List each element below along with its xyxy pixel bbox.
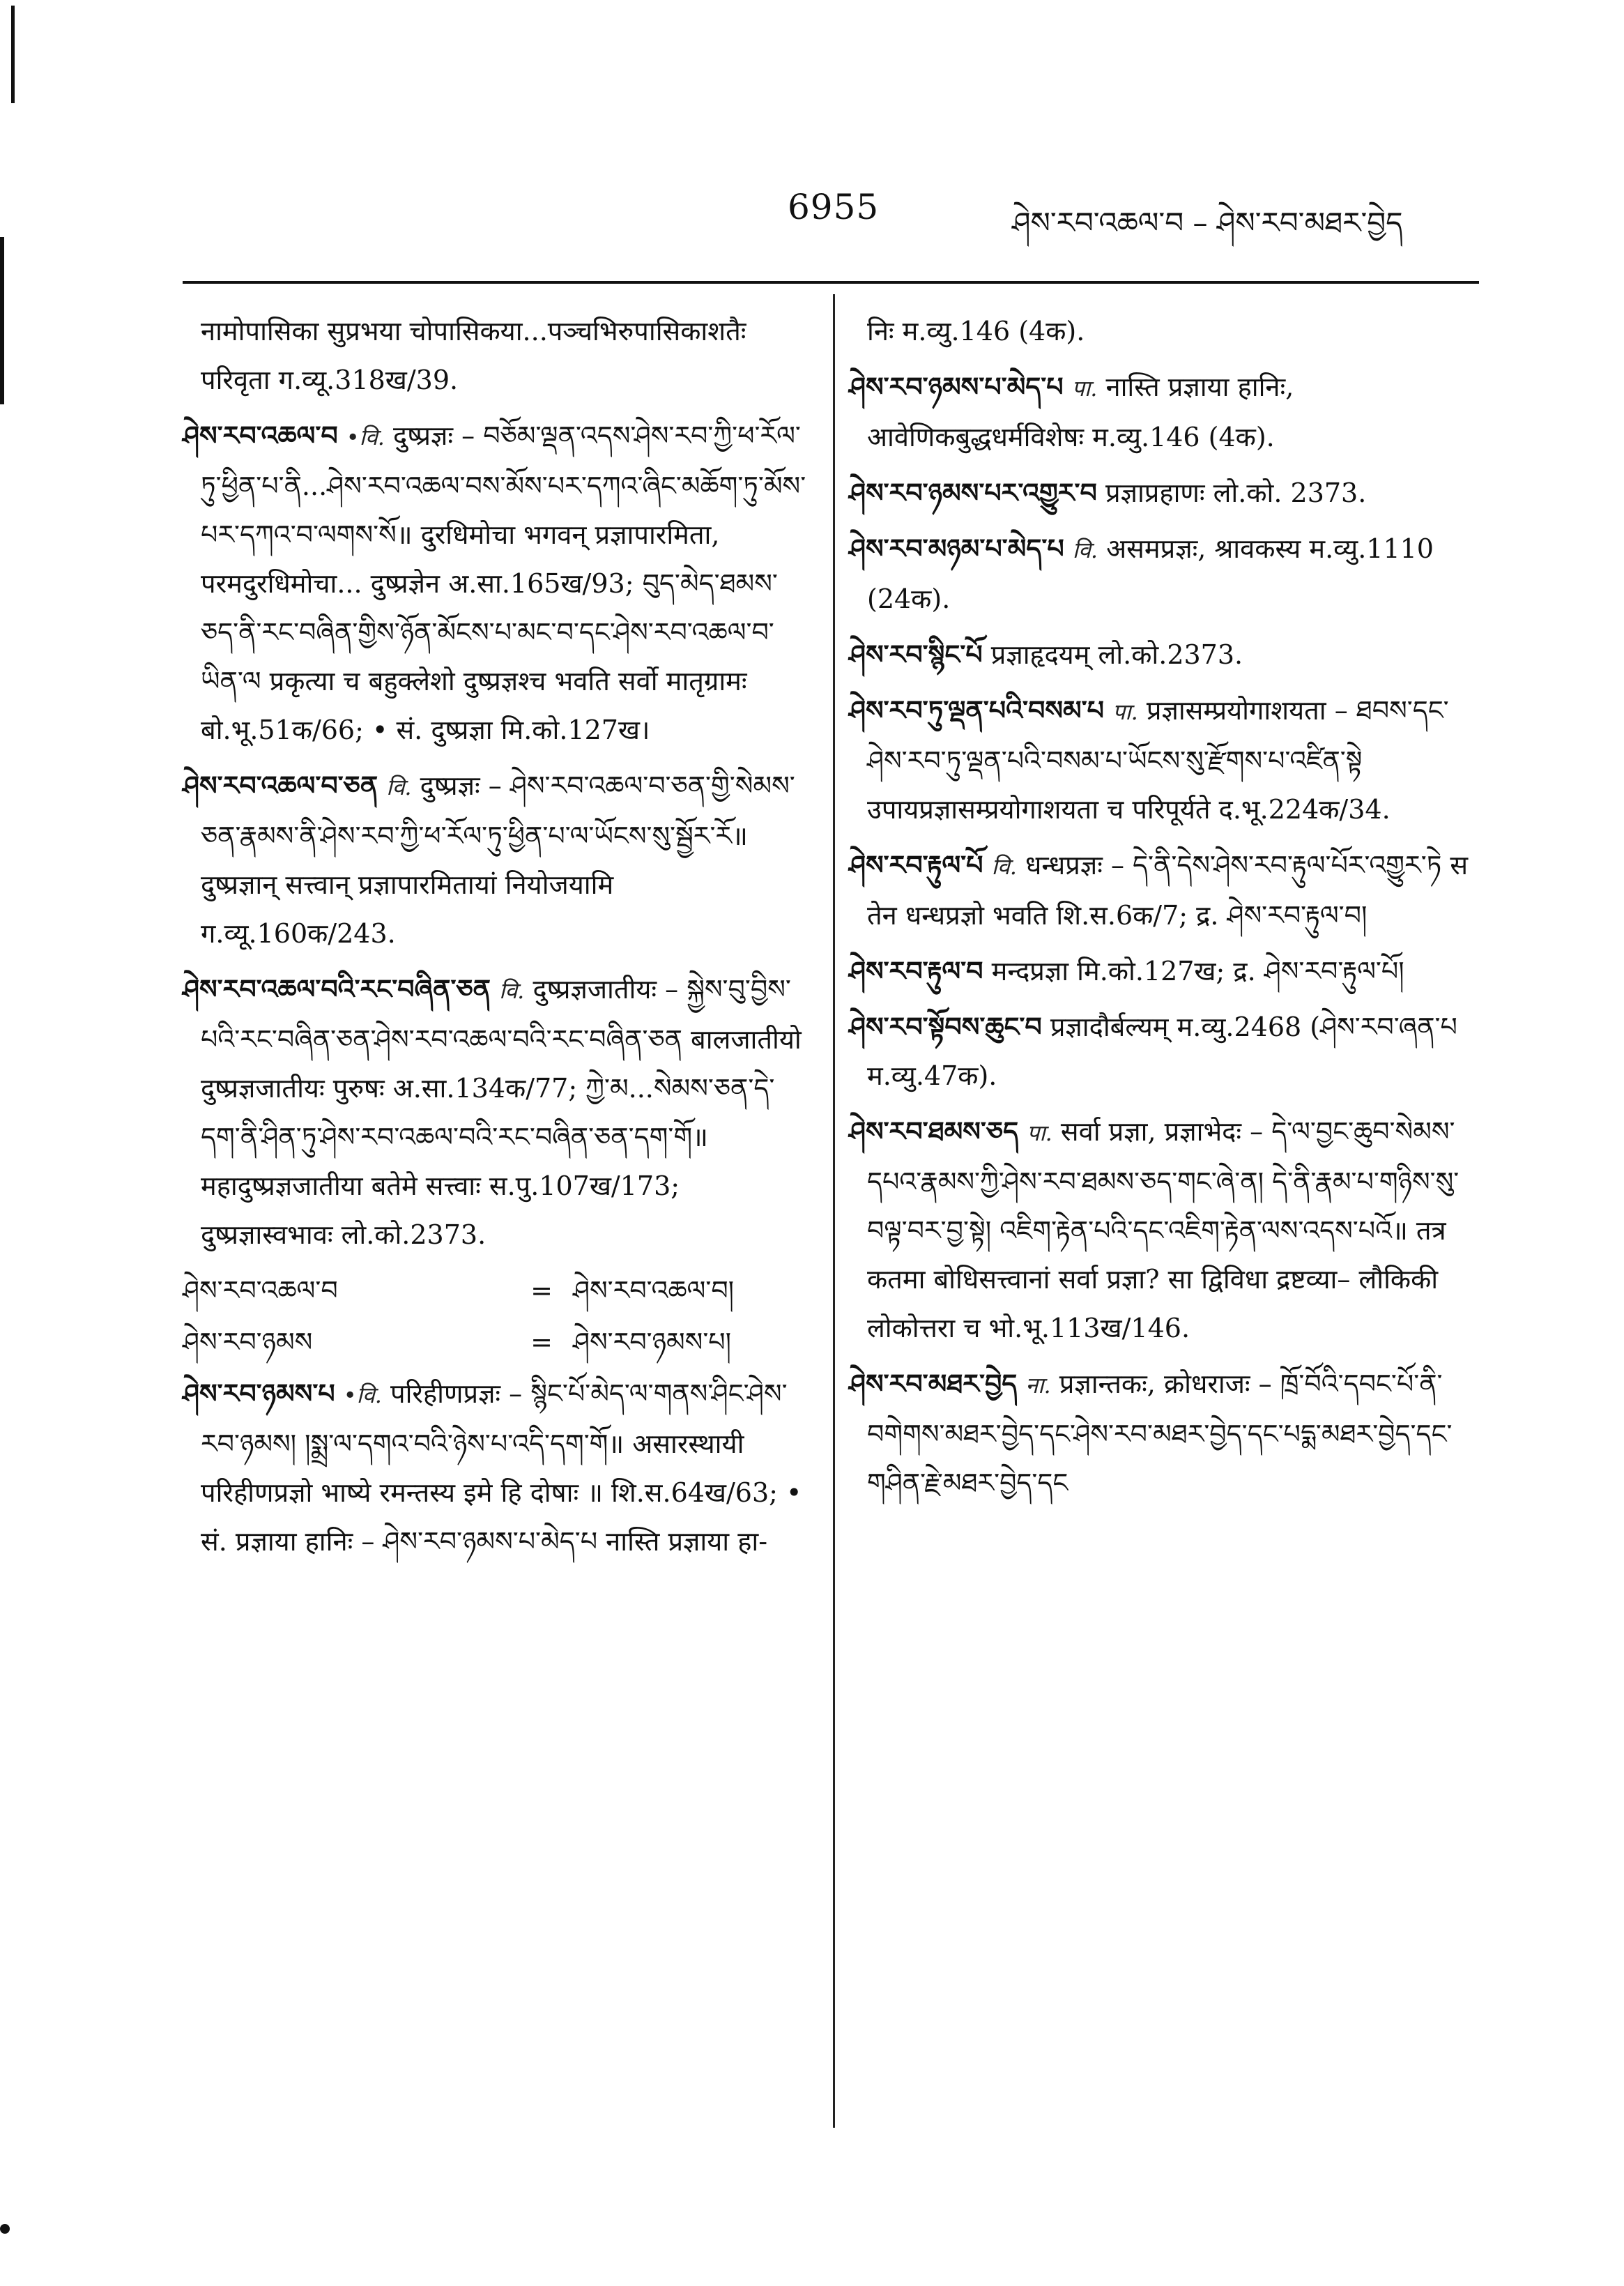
right-column xyxy=(849,307,1476,1514)
dictionary-entry xyxy=(849,1359,1476,1507)
entry-headword: ཤེས་རབ་ཉམས་པ xyxy=(183,1378,335,1409)
entry-text: प्रज्ञाप्रहाणः लो.को. 2373. xyxy=(1105,478,1367,508)
entry-headword: ཤེས་རབ་སྟོབས་ཆུང་བ xyxy=(849,1011,1042,1042)
continued-entry-text xyxy=(849,307,1476,356)
entry-text: प्रज्ञाहृदयम् लो.को.2373. xyxy=(990,639,1243,670)
dictionary-entry xyxy=(183,761,810,958)
grammar-label: वि. xyxy=(386,774,412,800)
grammar-label: •वि. xyxy=(346,424,385,450)
entry-text: प्रज्ञादौर्बल्यम् म.व्यु.2468 (ཤེས་རབ་ཞན་པ म.व्यु.47क). xyxy=(867,1012,1457,1091)
running-head: ཤེས་རབ་འཆལ་བ – ཤེས་རབ་མཐར་བྱེད xyxy=(1012,206,1403,240)
entry-text: प्रज्ञान्तकः, क्रोधराजः – ཁྲོ་བོའི་དབང་པོ་ནི་བགེགས་མཐར་བྱེད་དང་ཤེས་རབ་མཐར་བྱེད་དང་པདྨ་མཐར་བྱེད་དང་གཤིན་རྗེ་མཐར་བྱེད་དང xyxy=(867,1369,1453,1498)
entry-headword: ཤེས་རབ་རྟུལ་པོ xyxy=(849,849,983,881)
grammar-label: वि. xyxy=(499,977,525,1004)
cross-reference-target: ཤེས་རབ་ཉམས་པ། xyxy=(573,1327,732,1357)
dictionary-entry xyxy=(849,468,1476,517)
entry-headword: ཤེས་རབ་ཏུ་ལྡན་པའི་བསམ་པ xyxy=(849,694,1105,726)
entry-headword: ཤེས་རབ་ཐམས་ཅད xyxy=(849,1115,1019,1147)
entry-text: दुष्प्रज्ञः – ཤེས་རབ་འཆལ་བ་ཅན་གྱི་སེམས་ཅན་རྣམས་ནི་ཤེས་རབ་ཀྱི་ཕ་རོལ་ཏུ་ཕྱིན་པ་ལ་ཡོངས་སུ་སྦྱོར་རོ॥ दुष्प्रज्ञान् सत्त्वान् प्रज्ञापारमितायां नियोजयामि ग.व्यू.160क/243. xyxy=(201,770,795,949)
entry-headword: ཤེས་རབ་མཉམ་པ་མེད་པ xyxy=(849,533,1064,564)
equals-sign: = xyxy=(530,1275,553,1306)
page-header xyxy=(0,167,1624,244)
dictionary-entry xyxy=(849,524,1476,623)
cross-reference-headword: ཤེས་རབ་ཉམས xyxy=(183,1327,313,1357)
entry-text: निः म.व्यु.146 (4क). xyxy=(867,316,1085,346)
dictionary-entry xyxy=(183,411,810,754)
grammar-label: ना. xyxy=(1025,1372,1051,1399)
left-column xyxy=(183,307,810,1573)
dictionary-entry xyxy=(183,1369,810,1566)
entry-text: नास्ति प्रज्ञाया हानिः, आवेणिकबुद्धधर्मविशेषः म.व्यु.146 (4क). xyxy=(867,372,1294,452)
entry-text: सर्वा प्रज्ञा, प्रज्ञाभेदः – དེ་ལ་བྱང་ཆུབ་སེམས་དཔའ་རྣམས་ཀྱི་ཤེས་རབ་ཐམས་ཅད་གང་ཞེ་ན། དེ་ནི་རྣམ་པ་གཉིས་སུ་བལྟ་བར་བྱ་སྟེ། འཇིག་རྟེན་པའི་དང་འཇིག་རྟེན་ལས་འདས་པའོ॥ तत्र कतमा बोधिसत्त्वानां सर्वा प्रज्ञा? सा द्विविधा द्रष्टव्या– लौकिकी लोकोत्तरा च भो.भू.113ख/146. xyxy=(867,1116,1460,1343)
dictionary-entry xyxy=(849,363,1476,462)
entry-text: दुष्प्रज्ञः – བཅོམ་ལྡན་འདས་ཤེས་རབ་ཀྱི་ཕ་རོལ་ཏུ་ཕྱིན་པ་ནི...ཤེས་རབ་འཆལ་བས་མོས་པར་དཀའ་ཞིང་མཆོག་ཏུ་མོས་པར་དཀའ་བ་ལགས་སོ॥ दुरधिमोचा भगवन् प्रज्ञापारमिता, परमदुरधिमोचा... दुष्प्रज्ञेन अ.सा.165ख/93; བུད་མེད་ཐམས་ཅད་ནི་རང་བཞིན་གྱིས་ཉོན་མོངས་པ་མང་བ་དང་ཤེས་རབ་འཆལ་བ་ཡིན་ལ प्रकृत्या च बहुक्लेशो दुष्प्रज्ञश्च भवति सर्वो मातृग्रामः बो.भू.51क/66; • सं. दुष्प्रज्ञा मि.को.127ख। xyxy=(201,420,806,745)
dictionary-entry xyxy=(849,947,1476,996)
scan-mark-bottom xyxy=(0,2224,10,2234)
grammar-label: वि. xyxy=(991,853,1017,880)
grammar-label: वि. xyxy=(1072,537,1098,563)
entry-text: धन्धप्रज्ञः – དེ་ནི་དེས་ཤེས་རབ་རྟུལ་པོར་འགྱུར་ཏེ स तेन धन्धप्रज्ञो भवति शि.स.6क/7; द्र. ཤེས་རབ་རྟུལ་བ། xyxy=(867,850,1469,931)
entry-text: दुष्प्रज्ञजातीयः – སྐྱེས་བུ་བྱིས་པའི་རང་བཞིན་ཅན་ཤེས་རབ་འཆལ་བའི་རང་བཞིན་ཅན बालजातीयो दुष्प्रज्ञजातीयः पुरुषः अ.सा.134क/77; ཀྱེ་མ...སེམས་ཅན་དེ་དག་ནི་ཤིན་ཏུ་ཤེས་རབ་འཆལ་བའི་རང་བཞིན་ཅན་དག་གོ॥ महादुष्प्रज्ञजातीया बतेमे सत्त्वाः स.पु.107ख/173; दुष्प्रज्ञास्वभावः लो.को.2373. xyxy=(201,974,802,1250)
dictionary-entry xyxy=(183,965,810,1259)
cross-reference-target: ཤེས་རབ་འཆལ་བ། xyxy=(573,1275,735,1306)
entry-text: परिहीणप्रज्ञः – སྙིང་པོ་མེད་ལ་གནས་ཤིང་ཤེས་རབ་ཉམས། །སྨྲ་ལ་དགའ་བའི་ཉེས་པ་འདི་དག་གོ॥ असारस्थायी परिहीणप्रज्ञो भाष्ये रमन्तस्य इमे हि दोषाः ॥ शि.स.64ख/63; • सं. प्रज्ञाया हानिः – ཤེས་རབ་ཉམས་པ་མེད་པ नास्ति प्रज्ञाया हा- xyxy=(201,1378,802,1557)
scan-mark-top xyxy=(11,6,15,103)
dictionary-entry xyxy=(849,1003,1476,1100)
entry-text: नामोपासिका सुप्रभया चोपासिकया...पञ्चभिरुपासिकाशतैः परिवृता ग.व्यू.318ख/39. xyxy=(201,316,746,395)
entry-headword: ཤེས་རབ་མཐར་བྱེད xyxy=(849,1368,1018,1399)
scan-mark-left xyxy=(0,237,4,404)
entry-headword: ཤེས་རབ་ཉམས་པར་འགྱུར་བ xyxy=(849,477,1097,508)
column-divider xyxy=(833,294,835,2128)
entry-text: मन्दप्रज्ञा मि.को.127ख; द्र. ཤེས་རབ་རྟུལ་པོ། xyxy=(991,956,1404,986)
header-rule xyxy=(183,281,1479,284)
grammar-label: पा. xyxy=(1071,375,1098,402)
page-number: 6955 xyxy=(788,187,880,227)
cross-reference-row xyxy=(183,1266,810,1315)
equals-sign: = xyxy=(530,1327,553,1357)
grammar-label: पा. xyxy=(1027,1120,1052,1146)
continued-entry-text xyxy=(183,307,810,404)
dictionary-entry xyxy=(849,841,1476,940)
entry-headword: ཤེས་རབ་རྟུལ་བ xyxy=(849,955,983,986)
dictionary-entry xyxy=(849,630,1476,679)
entry-text: असमप्रज्ञः, श्रावकस्य म.व्यु.1110 (24क). xyxy=(867,533,1434,614)
entry-text: प्रज्ञासम्प्रयोगाशयता – ཐབས་དང་ཤེས་རབ་ཏུ་ལྡན་པའི་བསམ་པ་ཡོངས་སུ་རྫོགས་པ་འཛིན་སྟེ उपायप्रज्ञासम्प्रयोगाशयता च परिपूर्यते द.भू.224क/34. xyxy=(867,695,1449,825)
entry-headword: ཤེས་རབ་འཆལ་བ xyxy=(183,420,338,451)
entry-headword: ཤེས་རབ་སྙིང་པོ xyxy=(849,639,983,670)
grammar-label: पा. xyxy=(1112,699,1138,725)
entry-headword: ཤེས་རབ་འཆལ་བ་ཅན xyxy=(183,770,378,801)
grammar-label: •वि. xyxy=(343,1382,382,1408)
dictionary-entry xyxy=(849,686,1476,834)
dictionary-entry xyxy=(849,1107,1476,1352)
entry-headword: ཤེས་རབ་ཉམས་པ་མེད་པ xyxy=(849,371,1064,402)
cross-reference-headword: ཤེས་རབ་འཆལ་བ xyxy=(183,1275,338,1306)
cross-reference-row xyxy=(183,1318,810,1366)
entry-headword: ཤེས་རབ་འཆལ་བའི་རང་བཞིན་ཅན xyxy=(183,973,491,1005)
